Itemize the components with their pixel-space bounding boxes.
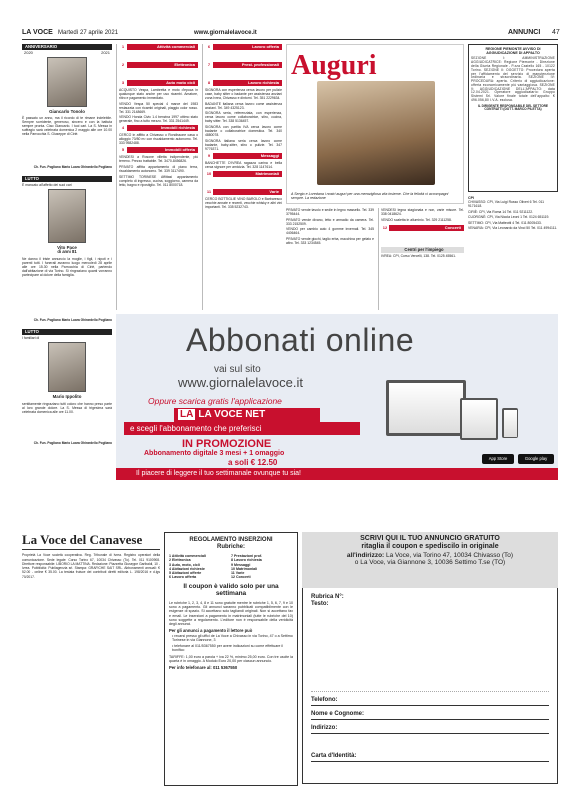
promo-price: a soli € 12.50	[228, 458, 278, 467]
classifieds-column-3	[286, 208, 374, 310]
couple-photo	[317, 81, 435, 185]
ad-sub: vai sul sito	[214, 364, 261, 375]
classified-ad: VENDO Vespa 50 special 4 marce del 1983 restaurata con ricambi originali, piaggio color rosso. Tel. 331 2148669.	[119, 101, 198, 114]
classified-ad: SIGNORA italiana seria cerca lavoro come badante, baby-sitter, stiro o pulizie. Tel. 347 9776371.	[205, 138, 282, 151]
section-number: 8	[205, 80, 213, 86]
brand-name: LA VOCE NET	[198, 409, 266, 420]
rubric-entry: 2 Elettronica	[169, 558, 191, 563]
name-field[interactable]: Nome e Cognome:	[311, 706, 549, 720]
payment-item: • recarsi presso gli uffici de La Voce a Chivasso in via Torino, 47 o a Settimo Torinese in via Giannone, 3	[172, 634, 293, 643]
classified-ad: PRIVATO vende giochi, taglio erba, macchina per gelato e altro. Tel. 333 1234545.	[286, 236, 374, 245]
portrait-photo	[47, 57, 87, 107]
anniversary-text: È passato un anno, ma il ricordo di te rimane indelebile. Sempre sorridente, generoso, sincero e con la battuta sempre pronta. Ciao Giancarlo. I tuoi cari. La S. Messa in suffragio sarà celebrata domenica 2 maggio alle ore 10.00 nella Parrocchia S. Giuseppe di Ciriè.	[22, 116, 112, 137]
auguri-block	[286, 44, 464, 204]
classified-ad: SIGNORA con partita IVA cerca lavoro come badante o collaboratrice domestica. Tel. 340 4880078.	[205, 124, 282, 137]
funeral-home: Ch. Fun. Pogliano Mario Luara Ghirardello Pogliano	[33, 318, 112, 323]
rubric-entry: 4 Abitazioni richieste	[169, 566, 205, 571]
classifieds-column-2	[202, 44, 282, 310]
section-band	[205, 153, 282, 159]
rubric-entry: 7 Prestazioni prof.	[231, 554, 263, 559]
classified-ad: VENDO Honda Civic 1.4 benzina 1997 ottimo stato generale, fino a tutto mezzo. Tel. 331 2541449.	[119, 115, 198, 124]
lutto-band: LUTTO	[22, 176, 112, 182]
section-title: Elettronica	[174, 62, 195, 67]
section-title: Lavoro richiesta	[248, 80, 279, 85]
section-number: 10	[206, 170, 212, 176]
classifieds-column-4	[378, 208, 464, 310]
section-title: Immobili offerta	[164, 147, 195, 153]
section-band	[205, 80, 282, 86]
laptop-mockup	[386, 380, 466, 436]
masthead-title: La Voce del Canavese	[22, 532, 160, 550]
ad-footer: Il piacere di leggere il tuo settimanale ovunque tu sia!	[116, 468, 558, 480]
id-card-field[interactable]: Carta d'Identità:	[311, 748, 549, 762]
notice-title: REGIONE PIEMONTE AVVISO DI AGGIUDICAZIONE DI APPALTO	[485, 47, 541, 56]
info-phone: Per info telefonare al: 011 5367550	[169, 664, 238, 670]
classified-list	[286, 208, 374, 245]
rubric-entry: 3 Auto, moto, cicli	[169, 562, 200, 567]
classified-ad: VENDO scaletta in alluminio. Tel. 329 2111258.	[381, 218, 452, 223]
section-title: Immobili richiesta	[160, 125, 195, 131]
lutto-text: Ne danno il triste annuncio la moglie, i figli, i nipoti e i parenti tutti. I funerali avranno luogo mercoledì 28 aprile alle ore 15.30 nella Parrocchia di Ciriè, partendo dall'abitazione di via Torino. Si ringraziano quanti vorranno partecipare al dolore della famiglia.	[22, 257, 112, 278]
deceased-age: di anni 81	[57, 249, 77, 255]
rules-title: REGOLAMENTO INSERZIONI	[189, 537, 273, 543]
section-title: Varie	[269, 188, 279, 194]
classified-ad: SETTIMO TORINESE Affittasi appartamento completo di ingresso, cucina, soggiorno, camera da letto, bagno e ripostiglio. Tel. 011 8000718.	[119, 174, 198, 187]
section-title: Prest. professionali	[241, 62, 279, 67]
page-header	[22, 28, 558, 40]
cpi-entry: CHIVASSO: CPI, Via Luigi Russo Oliveri 6 Tel. 011 9171618.	[468, 200, 545, 209]
coupon-line2: ritaglia il coupon e spediscilo in originale	[361, 543, 499, 551]
classified-ad: PRIVATO affitta appartamento di piano terra, riscaldamento autonomo. Tel. 339 3117490.	[119, 164, 198, 173]
ad-url[interactable]: www.giornalelavoce.it	[178, 375, 304, 390]
coupon-validity: Il coupon è valido solo per una settimana	[183, 582, 279, 598]
notice-signature: IL DIRIGENTE RESPONSABILE DEL SETTORE CONTRATTI (DOTT. MARCO PILETTA)	[477, 103, 549, 112]
centri-text: IVREA: CPI, Corso Vercelli, 138. Tel. 0125 45561.	[381, 254, 456, 259]
notice-text: SEZIONE I: AMMINISTRAZIONE AGGIUDICATRICE: Regione Piemonte - Direzione della Giunta Regionale - P.zza Castello 165 - 10122 Torino. SEZIONE II: OGGETTO: Procedura aperta per l'affidamento del servizio di manutenzione ordinaria e straordinaria. SEZIONE IV: PROCEDURA: aperta. Criterio di aggiudicazione: offerta economicamente più vantaggiosa. SEZIONE V: AGGIUDICAZIONE DELL'APPALTO: data 12.04.2021. Operatore aggiudicatario: Gruppo Sistemi Srl. Valore finale totale dell'appalto: € 496.056,80 I.V.A. esclusa.	[471, 56, 555, 102]
rubric-entry: 11 Varie	[231, 571, 245, 576]
rubric-entry: 12 Concerti	[231, 575, 251, 580]
anniversary-band: ANNIVERSARIO	[22, 44, 112, 50]
section-title: Lavoro offerta	[252, 44, 279, 49]
paper-name: LA VOCE	[22, 29, 53, 36]
obituaries-column	[22, 44, 112, 480]
coupon-address-1: La Voce, via Torino 47, 10034 Chivasso (To)	[384, 551, 514, 559]
classified-ad: VENDESI a Rosone villetta indipendente, più terreno. Prezzo trattabile. Tel. 3470-8456826.	[119, 155, 198, 164]
promo-title: IN PROMOZIONE	[182, 438, 272, 450]
deceased-name: Vito Pace	[57, 245, 77, 251]
classified-ad: BADANTE italiana cerca lavoro come assistenza anziani. Tel. 349 4325123.	[205, 101, 282, 110]
google-play-button[interactable]: Google play	[518, 454, 554, 464]
text-area[interactable]	[311, 608, 549, 692]
classified-ad: BANCHETTE D'IVREA ragazza carina e bella cerca signore per amicizia. Tel. 328 1147614.	[205, 160, 282, 169]
year-end: 2021	[101, 50, 110, 55]
brand-logo-badge: LA	[180, 409, 194, 420]
classified-ad: PRIVATO vende tavolo e sedie in legno massello. Tel. 339 3795444.	[286, 208, 374, 217]
promo-text: Abbonamento digitale 3 mesi + 1 omaggio	[144, 450, 285, 457]
choose-banner: e scegli l'abbonamento che preferisci	[124, 422, 360, 435]
coupon-address-2: o La Voce, via Giannone 3, 10036 Settimo T.se (TO)	[354, 559, 506, 567]
rubrica-label: Rubrica N°:	[311, 594, 344, 600]
classified-ad: SIGNORA con esperienza cerca lavoro per pulizie case, baby sitter o badante per assistenza anziani zona Ivrea, Chivasso e dintorni. Tel. 351 2229634.	[205, 88, 282, 101]
section-band	[205, 62, 282, 68]
section-number: 11	[206, 188, 212, 194]
testo-label: Testo:	[311, 601, 329, 608]
classified-ad: PRIVATO vende divano, letto e armadio da camera. Tel. 333 2152509.	[286, 217, 374, 226]
masthead-box	[22, 532, 160, 786]
centri-impiego-band: Centri per l'impiego	[381, 247, 464, 253]
site-url[interactable]: www.giornalelavoce.it	[194, 30, 257, 36]
classified-ad: ACQUISTO Vespa, Lambretta e moto d'epoca in qualunque stato anche per uso ricambi. Amatore, ritiro e pagamento immediato.	[119, 88, 198, 101]
section-band	[119, 62, 198, 68]
auguri-caption: A Sergio e Loredana i nostri auguri per una meravigliosa vita insieme. Che la felicità vi accompagni sempre. La redazione	[291, 191, 449, 200]
section-title: Matrimoniali	[255, 170, 279, 176]
cpi-entry: CUORGNÈ: CPI, Via Nicola Leoni 1 Tel. 0124 651119.	[468, 215, 550, 220]
year-start: 2020	[24, 50, 33, 55]
ad-offer: Oppure scarica gratis l'applicazione	[148, 396, 282, 406]
portrait-photo	[48, 189, 86, 243]
classified-ad: VENDESI legna stagionata e non, varie misure. Tel. 338 0418624.	[381, 208, 464, 217]
payment-title: Per gli annunci a pagamento il lettore può	[169, 628, 253, 634]
rubric-entry: 9 Messaggi	[231, 562, 251, 567]
cpi-entry: CIRIÈ: CPI, Via Roma 14 Tel. 011 9211122.	[468, 209, 534, 214]
section-number: 5	[119, 147, 127, 153]
phone-field[interactable]: Telefono:	[311, 692, 549, 706]
ad-title: Abbonati online	[186, 322, 415, 358]
brand-banner	[174, 408, 320, 422]
cpi-entry: VENARIA: CPI, Via Leonardo da Vinci 50 Tel. 011 4994111.	[468, 226, 558, 231]
auguri-title: Auguri	[291, 50, 377, 81]
section-number: 2	[119, 62, 127, 68]
legal-notice-box	[468, 44, 558, 192]
cpi-entry: SETTIMO: CPI, Via Matteotti 4 Tel. 011 8005433.	[468, 220, 542, 225]
section-title: Messaggi	[260, 152, 279, 158]
section-number: 3	[119, 80, 127, 86]
lutto-lead: È mancato all'affetto dei suoi cari	[22, 183, 72, 188]
subscription-ad	[116, 314, 558, 480]
rubric-entry: 8 Lavoro richiesta	[231, 558, 262, 563]
app-store-button[interactable]: App Store	[482, 454, 514, 464]
deceased-name: Mario Ippolito	[52, 394, 82, 400]
funeral-home: Ch. Fun. Pogliano Mario Luara Ghirardello Pogliano	[33, 440, 112, 445]
section-band	[119, 125, 198, 131]
classified-ad: SIGNORA seria, referenziata, con esperienza, cerca lavoro come collaboratrice, stiro, cucina, baby sitter. Tel. 338 5136457.	[205, 111, 282, 124]
lutto-lead: I familiari di	[22, 336, 40, 341]
section-band	[205, 189, 282, 195]
rubric-entry: 10 Matrimoniali	[231, 566, 258, 571]
rules-text: Le rubriche 1, 2, 3, 4, 8 e 11 sono gratuite mentre le rubriche 1, 5, 6, 7, 9 e 10 sono a pagamento. Gli annunci saranno pubblicati compatibilmente con le esigenze di spazio. Si accettano solo tagliandi originali. Non si accettano fax e email. Le inserzioni a pagamento in matrimoniali (tutte le rubriche del 10) sono soggette a regolamento. L'editore non è responsabile della veridicità degli annunci.	[169, 600, 293, 627]
section-number: 9	[205, 153, 213, 159]
section-band	[119, 147, 198, 153]
coupon-address-label: all'indirizzo:	[346, 551, 385, 559]
section-band	[119, 80, 198, 86]
classifieds-column-1	[116, 44, 198, 310]
section-name: ANNUNCI	[508, 29, 541, 36]
section-title: Auto moto cicli	[166, 80, 195, 85]
page-number: 47	[552, 29, 560, 36]
deceased-name: Giancarlo Tonolo	[49, 109, 85, 114]
classified-ad: CERCO BOTTIGLIE VINO BAROLO e Barbaresco vecchie annate e recenti, vecchie whisky e altri vini importanti. Tel. 335 5232743.	[205, 196, 282, 209]
classified-ad: VENDO per cambio auto 4 gomme invernali. Tel. 345 4406464.	[286, 227, 374, 236]
rules-box	[164, 532, 298, 786]
cpi-list	[468, 196, 558, 310]
section-number: 6	[205, 44, 213, 50]
section-title: Attività commerciali	[156, 44, 195, 49]
rules-sub: Rubriche:	[216, 544, 245, 551]
classified-ad: CERCO in affitto a Chivasso o Rondissone casa o alloggio 70/80 m² con riscaldamento autonomo. Tel. 333 9582488.	[119, 133, 198, 146]
portrait-photo	[48, 342, 86, 392]
cpi-header: CPI	[468, 196, 474, 200]
rubric-entry: 6 Lavoro offerta	[169, 575, 197, 580]
section-number: 4	[119, 125, 127, 131]
issue-date: Martedì 27 aprile 2021	[58, 30, 119, 36]
masthead-text: Proprietà La Voce società cooperativa. Reg. Tribunale di Ivrea. Registro operatori della comunicazione. Sede legale: Corso Torino 67, 10034 Chivasso (To). Tel. 011 9100908. Direttore responsabile: LIBORIO LA MATTINA. Redazione: Piazzetta Giuseppe Garibaldi, 10 - Ivrea. Pubblicità: Publiagenzia srl. Stampa: GRAFICHE SAIT SRL. Abbonamenti annuali: € 52.00 - online € 35.00. La testata fruisce dei contributi diretti editoria L. 198/2016 e d.lgs 70/2017.	[22, 553, 160, 579]
address-field[interactable]: Indirizzo:	[311, 720, 549, 734]
section-band	[119, 44, 198, 50]
rubric-entry: 5 Abitazioni offerte	[169, 571, 202, 576]
section-band	[205, 171, 282, 177]
payment-item: • telefonare al 011/5367550 per avere indicazioni su come effettuare il bonifico	[172, 643, 284, 652]
section-number: 7	[205, 62, 213, 68]
thanks-text: sentitamente ringraziano tutti coloro che hanno preso parte al loro grande dolore. La S. Messa di trigesima sarà celebrata domenica alle ore 11.00.	[22, 401, 112, 414]
funeral-home: Ch. Fun. Pogliano Mario Luara Ghirardello Pogliano	[33, 165, 112, 170]
coupon-form	[302, 532, 558, 786]
section-band	[205, 44, 282, 50]
section-number: 1	[119, 44, 127, 50]
tariffs-text: TARIFFE: 1,00 euro a parola + iva 22 %, minimo 25,00 euro. Con tre uscite la quarta è in omaggio. A Modulo Euro 20,00 per ciascun annuncio.	[169, 655, 293, 664]
phone-mockup	[502, 408, 518, 438]
coupon-title: SCRIVI QUI IL TUO ANNUNCIO GRATUITO	[360, 535, 500, 542]
lutto-band: LUTTO	[22, 329, 112, 335]
band-concerti: 12 Concerti	[381, 225, 464, 231]
rubric-entry: 1 Attività commerciali	[169, 554, 207, 559]
tablet-mockup	[460, 398, 498, 440]
